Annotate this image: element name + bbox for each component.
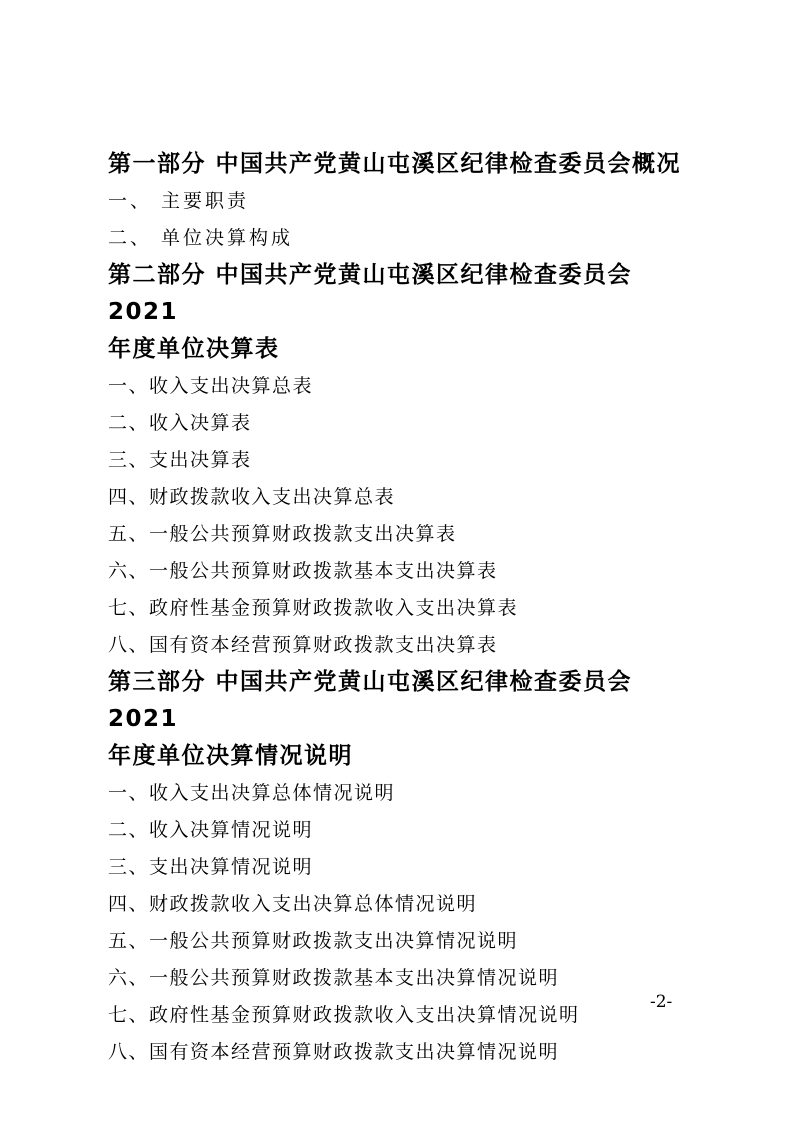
part3-item-2: 二、收入决算情况说明	[108, 819, 314, 841]
part3-item-8: 八、国有资本经营预算财政拨款支出决算情况说明	[108, 1041, 560, 1063]
part1-item-1: 一、 主要职责	[108, 190, 250, 212]
part2-item-6: 六、一般公共预算财政拨款基本支出决算表	[108, 560, 498, 582]
part3-item-3: 三、支出决算情况说明	[108, 856, 314, 878]
part3-item-4: 四、财政拨款收入支出决算总体情况说明	[108, 893, 478, 915]
part3-item-6: 六、一般公共预算财政拨款基本支出决算情况说明	[108, 967, 560, 989]
part3-title-line2: 年度单位决算情况说明	[108, 743, 353, 769]
table-of-contents	[108, 145, 698, 1071]
part3-item-1: 一、收入支出决算总体情况说明	[108, 782, 396, 804]
part3-item-7: 七、政府性基金预算财政拨款收入支出决算情况说明	[108, 1004, 580, 1026]
part2-item-5: 五、一般公共预算财政拨款支出决算表	[108, 523, 457, 545]
part2-item-2: 二、收入决算表	[108, 412, 252, 434]
part3-title-line1: 第三部分 中国共产党黄山屯溪区纪律检查委员会 2021	[108, 669, 633, 732]
part2-item-4: 四、财政拨款收入支出决算总表	[108, 486, 396, 508]
part2-title-line2: 年度单位决算表	[108, 336, 280, 362]
part2-title-line1: 第二部分 中国共产党黄山屯溪区纪律检查委员会 2021	[108, 262, 633, 325]
part3-item-5: 五、一般公共预算财政拨款支出决算情况说明	[108, 930, 519, 952]
part2-item-8: 八、国有资本经营预算财政拨款支出决算表	[108, 634, 498, 656]
part1-title: 第一部分 中国共产党黄山屯溪区纪律检查委员会概况	[108, 151, 682, 177]
page-number: -2-	[650, 992, 673, 1012]
part1-item-2: 二、 单位决算构成	[108, 227, 294, 249]
part2-item-3: 三、支出决算表	[108, 449, 252, 471]
part2-item-7: 七、政府性基金预算财政拨款收入支出决算表	[108, 597, 519, 619]
part2-item-1: 一、收入支出决算总表	[108, 375, 314, 397]
